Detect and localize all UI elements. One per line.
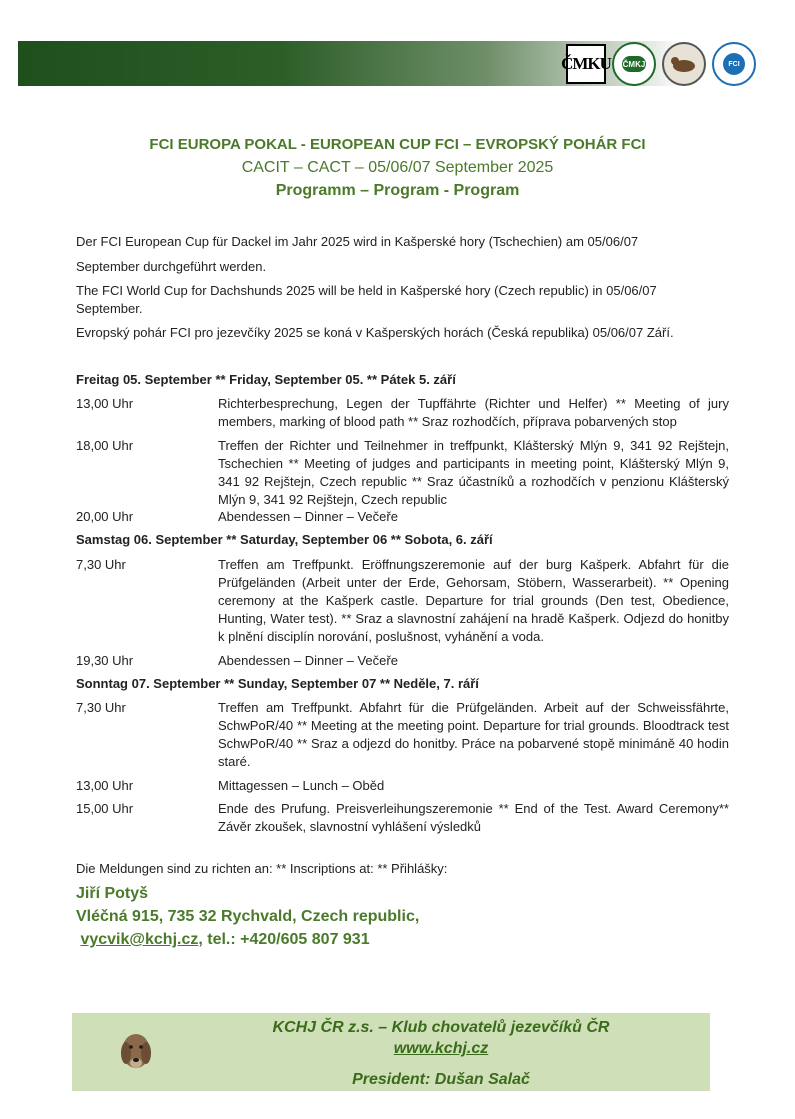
schedule-time: 20,00 Uhr [76,509,134,524]
page-title: FCI EUROPA POKAL - EUROPEAN CUP FCI – EVROPSKÝ POHÁR FCI [149,136,646,153]
footer-website [172,1040,710,1058]
footer-website-link[interactable]: www.kchj.cz [393,1040,489,1057]
schedule-time: 15,00 Uhr [76,801,134,816]
cmku-logo: ČMKU [566,44,606,84]
day-heading-saturday: Samstag 06. September ** Saturday, September 06 ** Sobota, 6. září [76,532,493,547]
contact-address: Vléčná 915, 735 32 Rychvald, Czech republic, [76,908,420,925]
contact-name: Jiří Potyš [76,885,149,902]
schedule-time: 7,30 Uhr [76,557,126,572]
schedule-row [76,437,729,509]
cmkj-logo: ČMKJ [612,42,656,86]
schedule-row [76,556,729,646]
schedule-row [76,652,729,670]
page-subtitle: CACIT – CACT – 05/06/07 September 2025 [241,159,554,176]
schedule-row [76,395,729,431]
intro-en-line1: The FCI World Cup for Dachshunds 2025 will be held in Kašperské hory (Czech republic) in 05/06/07 [76,283,657,298]
program-heading: Programm – Program - Program [275,182,520,199]
day-heading-friday: Freitag 05. September ** Friday, September 05. ** Pátek 5. září [76,372,456,387]
schedule-time: 13,00 Uhr [76,778,134,793]
contact-email-link[interactable]: vycvik@kchj.cz [80,931,199,948]
intro-de-line1: Der FCI European Cup für Dackel im Jahr 2025 wird in Kašperské hory (Tschechien) am 05/06/07 [76,234,639,249]
schedule-desc: Richterbesprechung, Legen der Tupffährte (Richter und Helfer) ** Meeting of jury members, marking of blood path ** Sraz rozhodčích, příprava pobarvených stop [218,396,729,429]
inscriptions-label: Die Meldungen sind zu richten an: ** Inscriptions at: ** Přihlášky: [76,861,448,876]
schedule-desc: Mittagessen – Lunch – Oběd [218,778,385,793]
dachshund-photo [114,1027,158,1073]
fci-logo: FCI [712,42,756,86]
schedule-time: 7,30 Uhr [76,700,126,715]
schedule-time: 18,00 Uhr [76,438,134,453]
schedule-time: 13,00 Uhr [76,396,134,411]
kchj-dog-logo [662,42,706,86]
contact-phone: , tel.: +420/605 807 931 [198,931,370,948]
header-logos [561,42,756,86]
schedule-desc: Treffen am Treffpunkt. Abfahrt für die Prüfgeländen. Arbeit auf der Schweissfährte, SchwPoR/40 ** Meeting at the meeting point. Departure for trial grounds. Bloodtrack test SchwPoR/40 ** Sraz a odjezd do honitby. Práce na pobarvené stopě minimáně 40 hodin staré. [218,700,729,769]
schedule-desc: Ende des Prufung. Preisverleihungszeremonie ** End of the Test. Award Ceremony** Závěr zkoušek, slavnostní vyhlášení výsledků [218,801,729,834]
contact-line [76,931,370,949]
schedule-row [76,699,729,771]
schedule-row [76,800,729,836]
schedule-time: 19,30 Uhr [76,653,134,668]
intro-cz-line: Evropský pohár FCI pro jezevčíky 2025 se koná v Kašperských horách (Česká republika) 05/06/07 Září. [76,325,674,340]
schedule-desc: Treffen am Treffpunkt. Eröffnungszeremonie auf der burg Kašperk. Abfahrt für die Prüfgeländen (Arbeit unter der Erde, Gehorsam, Stöbern, Wasserarbeit). ** Opening ceremony at the Kašperk castle. Departure for trial grounds (Den test, Obedience, Hunting, Water test). ** Sraz a slavnostní zahájení na hradě Kašperk. Odjezd do honitby k plnění disciplín norování, poslušnost, vyhánění a voda. [218,557,729,644]
footer-club-name: KCHJ ČR z.s. – Klub chovatelů jezevčíků ČR [272,1019,610,1036]
schedule-desc: Treffen der Richter und Teilnehmer in treffpunkt, Klášterský Mlýn 9, 341 92 Rejštejn, Tschechien ** Meeting of judges and participants in meeting point, Klášterský Mlýn 9, 341 92 Rejštejn, Czech republic ** Sraz účastníků a rozhodčích v penzionu Klášterský Mlýn 9, 341 92 Rejštejn, Czech republic [218,438,729,507]
schedule-row [76,777,729,795]
schedule-desc: Abendessen – Dinner – Večeře [218,653,398,668]
footer-president: President: Dušan Salač [352,1071,530,1088]
schedule-desc: Abendessen – Dinner – Večeře [218,509,398,524]
intro-de-line2: September durchgeführt werden. [76,259,267,274]
intro-en-line2: September. [76,301,143,316]
schedule-row [76,508,729,526]
day-heading-sunday: Sonntag 07. September ** Sunday, September 07 ** Neděle, 7. ráří [76,676,479,691]
